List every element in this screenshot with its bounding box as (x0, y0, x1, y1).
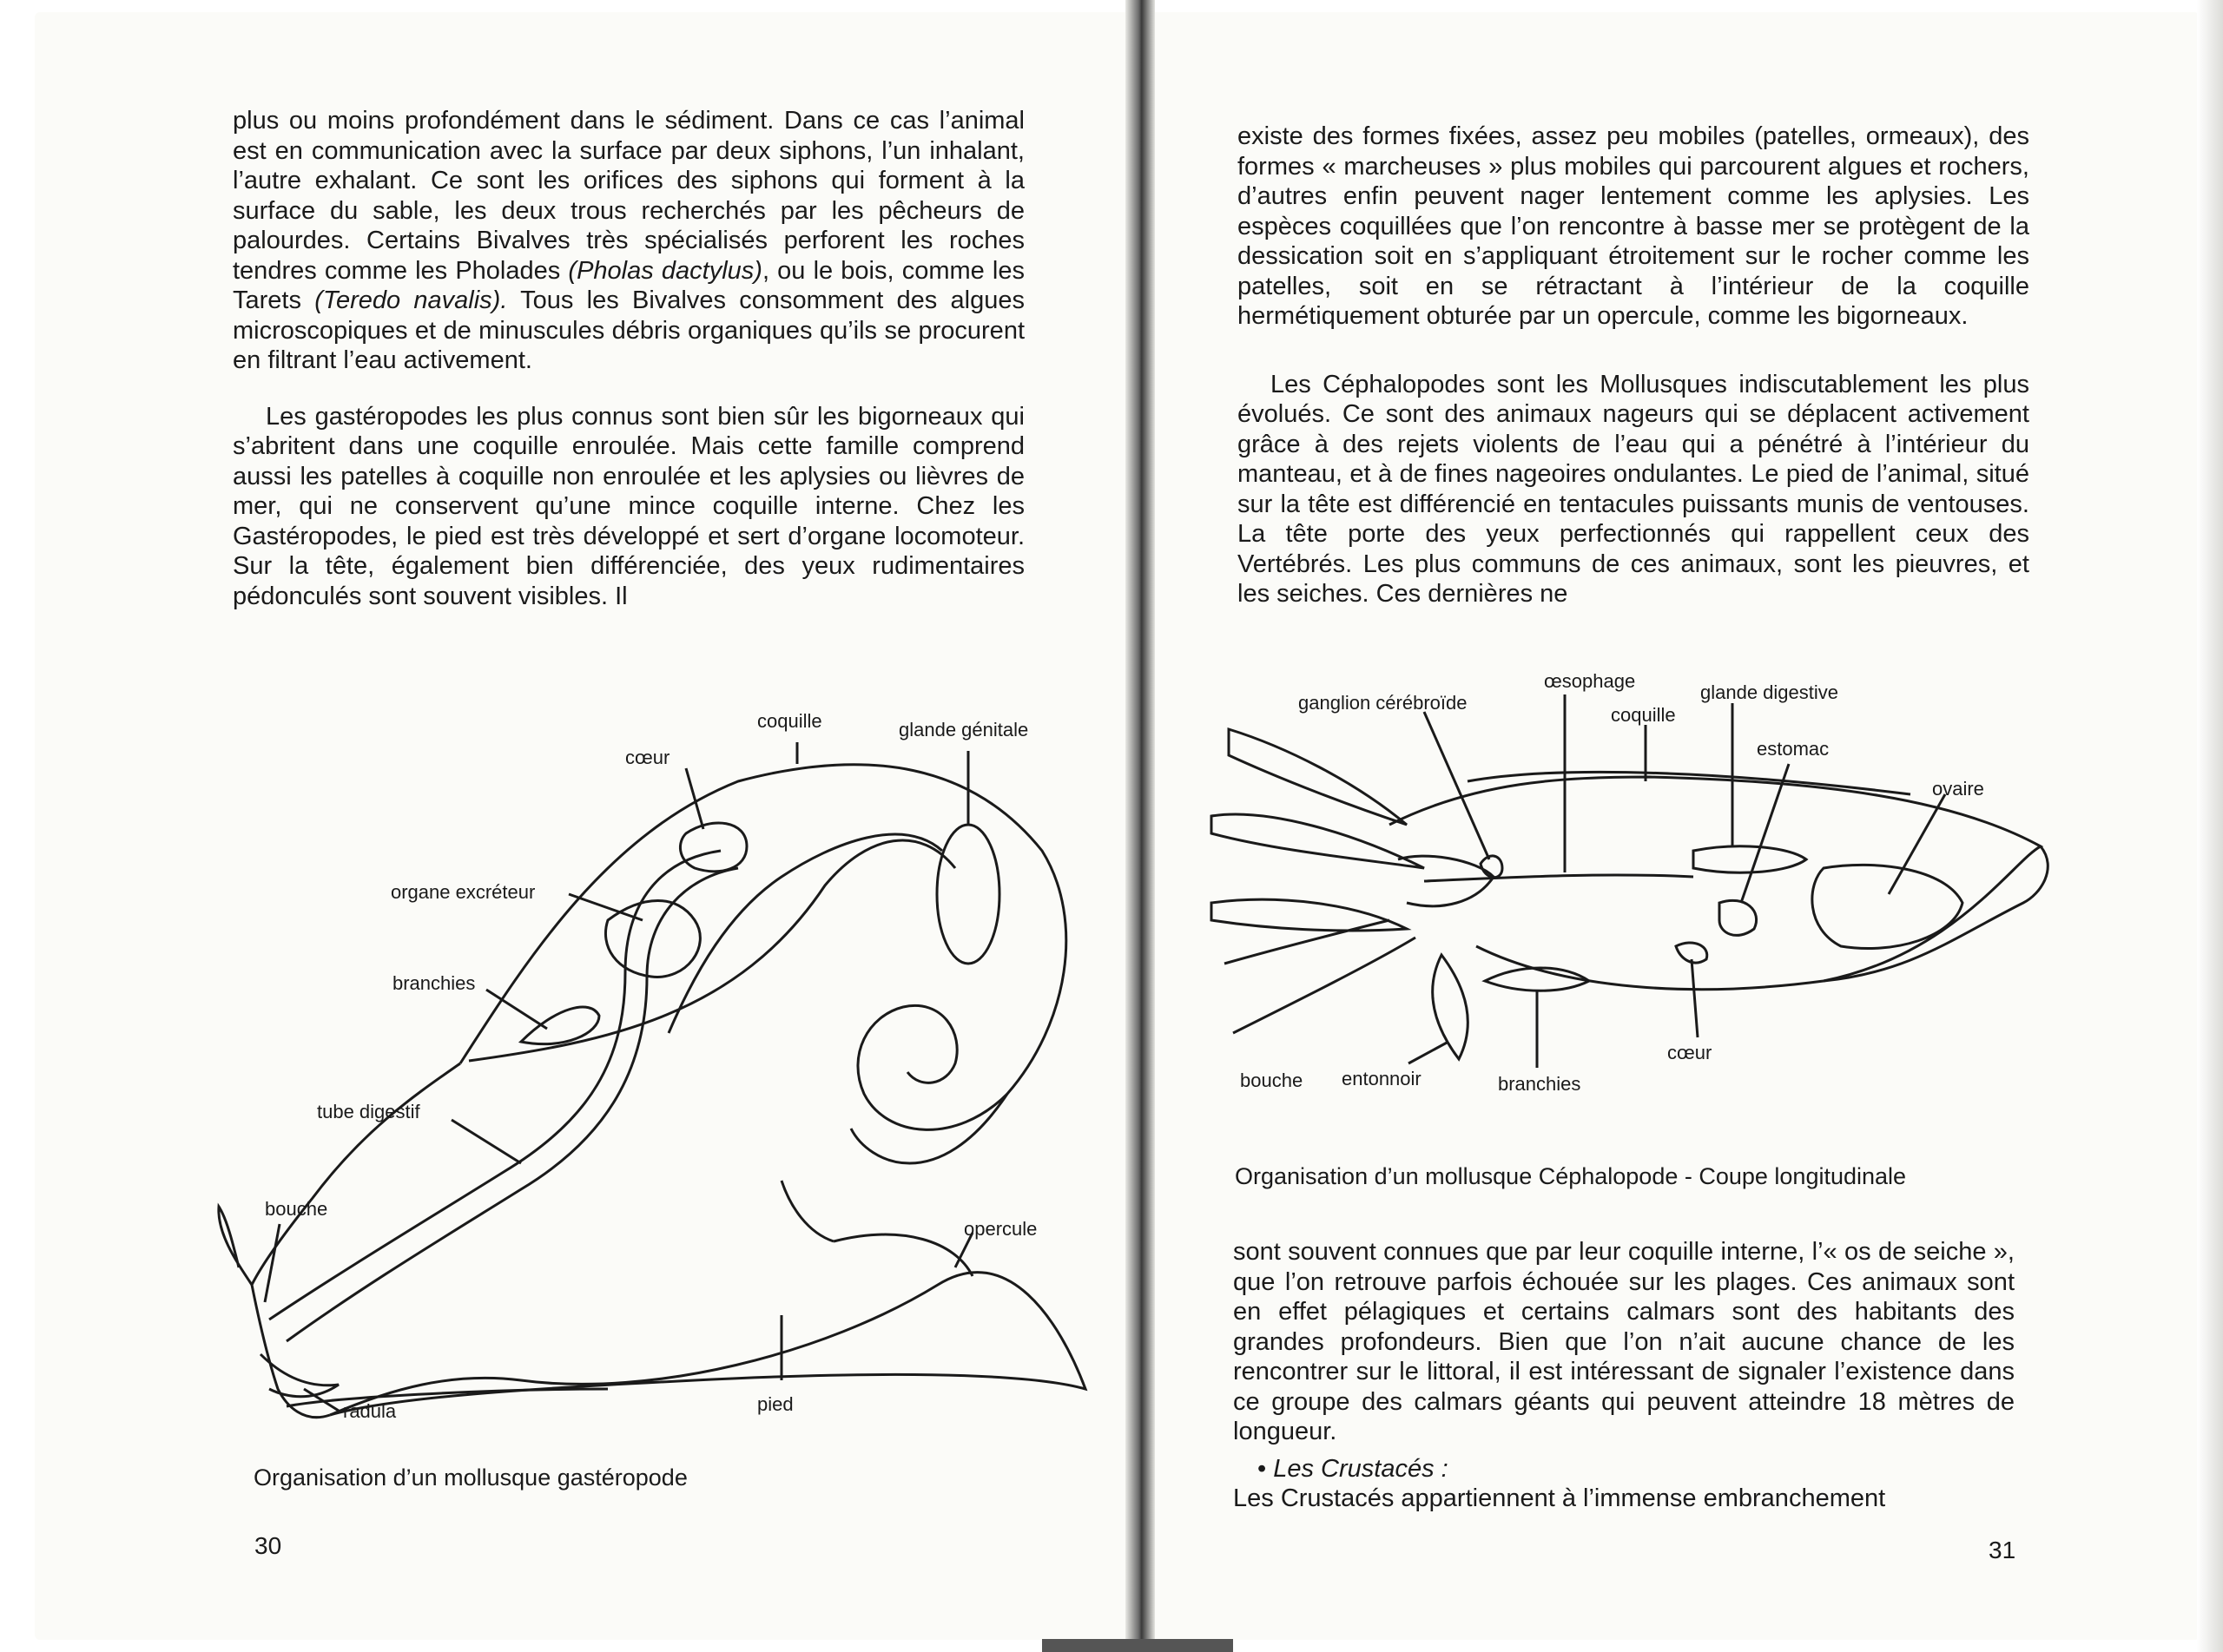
right-paragraph-2: Les Céphalopodes sont les Mollusques indiscutablement les plus évolués. Ce sont des animaux nageurs qui se déplacent activement grâce à des rejets violents de l’eau qui a pénétré à l’intérieur du manteau, et à de fines nageoires ondulantes. Le pied de l’animal, situé sur la tête est différencié en tentacules puissants munis de ventouses. La tête porte des yeux perfectionnés qui rappellent ceux des Vertébrés. Les plus communs de ces animaux, sont les pieuvres, et les seiches. Ces dernières ne (1237, 370, 2029, 608)
left-figure-caption: Organisation d’un mollusque gastéropode (254, 1464, 688, 1491)
label-branchies-ceph: branchies (1498, 1073, 1581, 1095)
label-ganglion: ganglion cérébroïde (1298, 692, 1468, 714)
label-coeur-ceph: cœur (1667, 1042, 1712, 1063)
label-glande-digestive: glande digestive (1700, 681, 1839, 703)
text-run: Tous les Bivalves consomment des algues microscopiques et de minuscules débris organiques qu’ils se procurent en filtrant l’eau activement. (233, 286, 1025, 374)
bullet-icon: • (1257, 1454, 1267, 1483)
leader-coeur (1692, 959, 1698, 1037)
right-figure-caption: Organisation d’un mollusque Céphalopode - Coupe longitudinale (1235, 1163, 1907, 1189)
label-ovaire: ovaire (1932, 778, 1984, 800)
ovary (1812, 865, 1962, 948)
label-branchies: branchies (392, 972, 476, 994)
leader-entonnoir (1408, 1042, 1448, 1063)
mantle-tip (1824, 846, 2048, 981)
label-estomac: estomac (1757, 738, 1830, 760)
label-bouche: bouche (265, 1198, 328, 1220)
right-paragraph-3: sont souvent connues que par leur coquille interne, l’« os de seiche », que l’on retrouve parfois échouée sur les plages. Ces animaux sont en effet pélagiques et certains calmars sont des habitants des grandes profondeurs. Bien que l’on n’ait aucune chance de les rencontrer sur le littoral, il est intéressant de signaler l’existence dans ce groupe des calmars géants qui peuvent atteindre 18 mètres de longueur. (1233, 1238, 2015, 1445)
label-entonnoir: entonnoir (1342, 1068, 1422, 1089)
label-pied: pied (757, 1393, 794, 1415)
label-oesophage: œsophage (1544, 670, 1636, 692)
label-bouche-ceph: bouche (1240, 1070, 1303, 1091)
funnel (1433, 955, 1468, 1059)
digestive-gland (1693, 846, 1806, 872)
right-page-number: 31 (1989, 1537, 2016, 1563)
left-paragraph-2: Les gastéropodes les plus connus sont bien sûr les bigorneaux qui s’abritent dans une coquille enroulée. Mais cette famille comprend aussi les patelles à coquille non enroulée et les aplysies ou lièvres de mer, qui ne conservent qu’une mince coquille interne. Chez les Gastéropodes, le pied est très développé et sert d’organe locomoteur. Sur la tête, également bien différenciée, des yeux rudimentaires pédonculés sont souvent visibles. Il (233, 402, 1025, 610)
gill (1485, 968, 1589, 991)
right-body-text-bottom (1233, 1237, 2015, 1514)
tentacle-5 (1233, 938, 1415, 1033)
label-tube-digestif: tube digestif (317, 1101, 420, 1122)
tentacle-1 (1229, 729, 1407, 825)
leader-ganglion (1424, 712, 1489, 859)
left-page-number: 30 (254, 1532, 282, 1559)
italic-latin-name: (Teredo navalis). (314, 286, 508, 314)
text-run: , ou le bois, comme les Tarets (233, 256, 1025, 314)
text-run: plus ou moins profondément dans le sédiment. Dans ce cas l’animal est en communication avec la surface par deux siphons, l’un inhalant, l’autre exhalant. Ce sont les orifices des siphons qui forment à la surface du sable, les deux trous recherchés par les pêcheurs de palourdes. Certains Bivalves très spécialisés perforent les roches tendres comme les Pholades (233, 107, 1025, 285)
label-radula: radula (343, 1400, 397, 1422)
tentacle-3 (1211, 899, 1407, 931)
label-opercule: opercule (964, 1218, 1038, 1240)
oesophagus (1424, 875, 1693, 881)
stomach (1719, 900, 1757, 935)
label-coquille: coquille (757, 710, 822, 732)
section-title: Les Crustacés : (1273, 1454, 1448, 1483)
label-coeur: cœur (625, 747, 670, 768)
tentacle-4 (1224, 920, 1389, 964)
label-organe-excreteur: organe excréteur (391, 881, 536, 903)
right-paragraph-4: Les Crustacés appartiennent à l’immense embranchement (1233, 1484, 1886, 1512)
section-heading (1233, 1454, 2015, 1484)
leader-estomac (1741, 764, 1789, 903)
right-paragraph-1: existe des formes fixées, assez peu mobiles (patelles, ormeaux), des formes « marcheuses » plus mobiles qui parcourent algues et rochers, d’autres enfin peuvent nager lentement comme les aplysies. Les espèces coquillées que l’on rencontre à basse mer se protègent de la dessication soit en s’appliquant étroitement sur le rocher comme les patelles, soit en se rétractant à l’intérieur de la coquille hermétiquement obturée par un opercule, comme les bigorneaux. (1237, 122, 2029, 330)
label-coquille-ceph: coquille (1611, 704, 1676, 726)
label-glande-genitale: glande génitale (899, 719, 1029, 740)
italic-latin-name: (Pholas dactylus) (568, 256, 762, 285)
